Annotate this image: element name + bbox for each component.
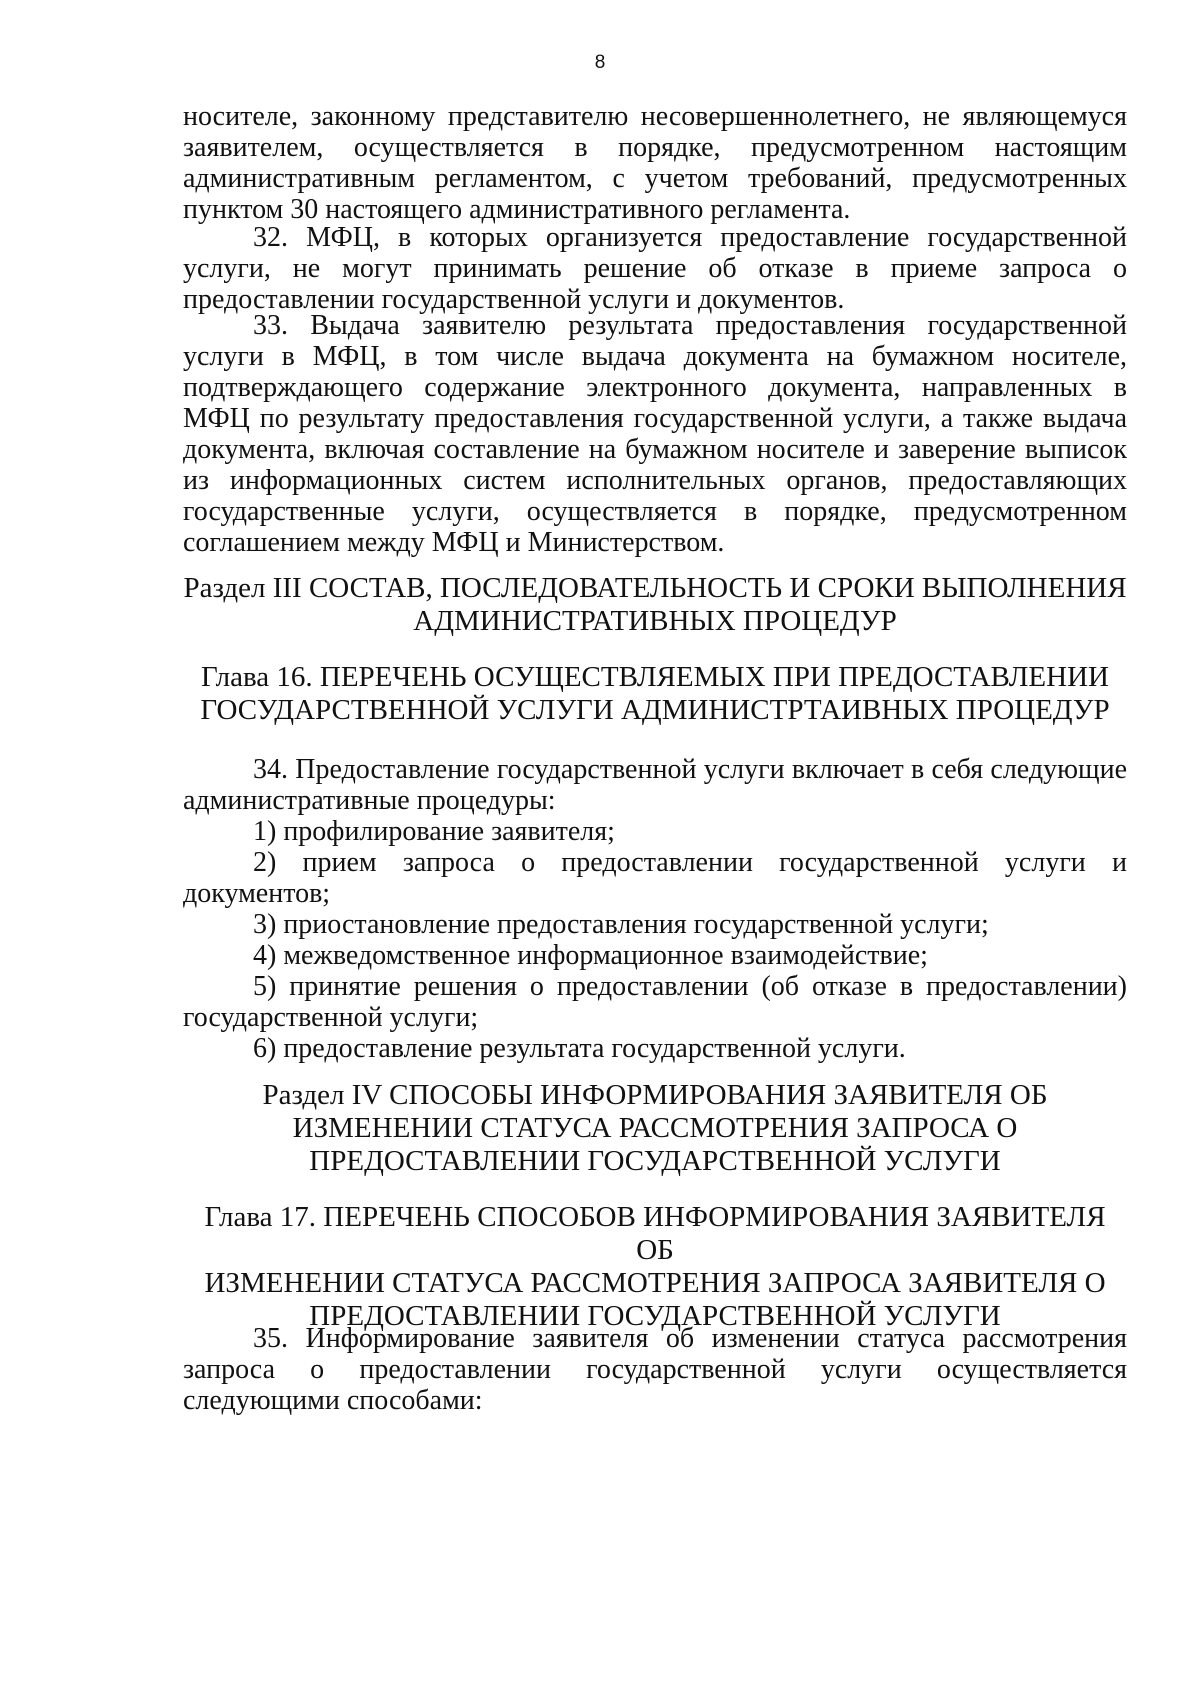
list-item: 5) принятие решения о предоставлении (об отказе в предоставлении)	[253, 971, 1127, 1002]
text-line: из информационных систем исполнительных органов, предоставляющих	[183, 465, 1127, 496]
list-item: 2) прием запроса о предоставлении государственной услуги и	[253, 847, 1127, 878]
text-line: административные процедуры:	[183, 785, 556, 816]
text-line: 32. МФЦ, в которых организуется предоставление государственной	[253, 222, 1127, 253]
text-line: услуги, не могут принимать решение об отказе в приеме запроса о	[183, 253, 1127, 284]
section-3-heading	[183, 572, 1127, 638]
text-line: заявителем, осуществляется в порядке, предусмотренном настоящим	[183, 132, 1127, 163]
text-line: запроса о предоставлении государственной услуги осуществляется	[183, 1354, 1127, 1385]
heading-line: ПРЕДОСТАВЛЕНИИ ГОСУДАРСТВЕННОЙ УСЛУГИ	[309, 1300, 1001, 1332]
chapter-16-heading	[183, 661, 1127, 727]
text-line: МФЦ по результату предоставления государственной услуги, а также выдача	[183, 403, 1127, 434]
list-item: 3) приостановление предоставления государственной услуги;	[253, 909, 989, 940]
text-line: пунктом 30 настоящего административного регламента.	[183, 194, 851, 225]
paragraph-35	[183, 1323, 1127, 1416]
paragraph-34	[183, 754, 1127, 816]
heading-line: АДМИНИСТРАТИВНЫХ ПРОЦЕДУР	[413, 605, 897, 637]
procedure-list	[183, 816, 1127, 1064]
heading-line: Глава 16. ПЕРЕЧЕНЬ ОСУЩЕСТВЛЯЕМЫХ ПРИ ПРЕДОСТАВЛЕНИИ	[201, 661, 1109, 693]
text-line: носителе, законному представителю несовершеннолетнего, не являющемуся	[183, 101, 1127, 132]
text-line: предоставлении государственной услуги и документов.	[183, 284, 845, 315]
text-line: административным регламентом, с учетом требований, предусмотренных	[183, 163, 1127, 194]
list-item: 6) предоставление результата государственной услуги.	[253, 1033, 906, 1064]
paragraph-33	[183, 310, 1127, 558]
section-4-heading	[183, 1079, 1127, 1178]
text-line: следующими способами:	[183, 1385, 483, 1416]
text-line: услуги в МФЦ, в том числе выдача документа на бумажном носителе,	[183, 341, 1127, 372]
text-line: 33. Выдача заявителю результата предоставления государственной	[253, 310, 1127, 341]
text-line: документа, включая составление на бумажном носителе и заверение выписок	[183, 434, 1127, 465]
heading-line: ИЗМЕНЕНИИ СТАТУСА РАССМОТРЕНИЯ ЗАПРОСА О	[292, 1112, 1018, 1144]
chapter-17-heading	[183, 1201, 1127, 1333]
paragraph-continuation	[183, 101, 1127, 225]
paragraph-32	[183, 222, 1127, 315]
list-item: 4) межведомственное информационное взаимодействие;	[253, 940, 928, 971]
heading-line: ПРЕДОСТАВЛЕНИИ ГОСУДАРСТВЕННОЙ УСЛУГИ	[309, 1145, 1001, 1177]
text-line: государственные услуги, осуществляется в порядке, предусмотренном	[183, 496, 1127, 527]
heading-line: Раздел III СОСТАВ, ПОСЛЕДОВАТЕЛЬНОСТЬ И СРОКИ ВЫПОЛНЕНИЯ	[183, 572, 1127, 604]
heading-line: ИЗМЕНЕНИИ СТАТУСА РАССМОТРЕНИЯ ЗАПРОСА ЗАЯВИТЕЛЯ О	[204, 1267, 1106, 1299]
text-line: 35. Информирование заявителя об изменении статуса рассмотрения	[253, 1323, 1127, 1354]
list-item-continuation: государственной услуги;	[183, 1002, 479, 1033]
text-line: соглашением между МФЦ и Министерством.	[183, 527, 725, 558]
page-number: 8	[594, 52, 606, 73]
list-item-continuation: документов;	[183, 878, 331, 909]
text-line: подтверждающего содержание электронного документа, направленных в	[183, 372, 1127, 403]
heading-line: ГОСУДАРСТВЕННОЙ УСЛУГИ АДМИНИСТРТАИВНЫХ ПРОЦЕДУР	[200, 694, 1110, 726]
list-item: 1) профилирование заявителя;	[253, 816, 615, 847]
heading-line: Глава 17. ПЕРЕЧЕНЬ СПОСОБОВ ИНФОРМИРОВАНИЯ ЗАЯВИТЕЛЯ ОБ	[204, 1201, 1106, 1266]
text-line: 34. Предоставление государственной услуги включает в себя следующие	[253, 754, 1127, 785]
heading-line: Раздел IV СПОСОБЫ ИНФОРМИРОВАНИЯ ЗАЯВИТЕЛЯ ОБ	[262, 1079, 1048, 1111]
